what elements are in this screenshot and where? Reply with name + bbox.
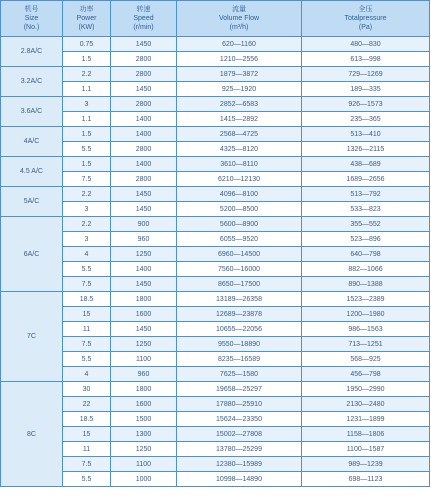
volume-flow-cell: 10998—14890 (177, 472, 302, 487)
total-pressure-cell: 1523—2389 (302, 292, 430, 307)
table-row (1, 37, 430, 52)
volume-flow-cell: 620—1160 (177, 37, 302, 52)
table-row (1, 442, 430, 457)
volume-flow-cell: 2852—6583 (177, 97, 302, 112)
table-row (1, 202, 430, 217)
table-body (1, 37, 430, 487)
volume-flow-cell: 925—1920 (177, 82, 302, 97)
volume-flow-cell: 1415—2892 (177, 112, 302, 127)
total-pressure-cell: 926—1573 (302, 97, 430, 112)
table-row (1, 307, 430, 322)
total-pressure-cell: 2130—2480 (302, 397, 430, 412)
volume-flow-cell: 13189—26358 (177, 292, 302, 307)
speed-cell: 1450 (111, 187, 177, 202)
header-speed-line: Speed (133, 15, 154, 22)
speed-cell: 1000 (111, 472, 177, 487)
power-cell: 1.5 (63, 157, 111, 172)
volume-flow-cell: 8650—17500 (177, 277, 302, 292)
volume-flow-cell: 8235—16589 (177, 352, 302, 367)
power-cell: 11 (63, 442, 111, 457)
volume-flow-cell: 4325—8120 (177, 142, 302, 157)
header-speed-line: 转速 (136, 6, 151, 13)
speed-cell: 2800 (111, 97, 177, 112)
header-total-pressure-line: 全压 (358, 6, 373, 13)
table-row (1, 142, 430, 157)
size-cell: 5A/C (1, 187, 63, 217)
volume-flow-cell: 6960—14500 (177, 247, 302, 262)
header-power-line: (KW) (78, 24, 95, 31)
total-pressure-cell: 523—896 (302, 232, 430, 247)
table-row (1, 262, 430, 277)
power-cell: 11 (63, 322, 111, 337)
power-cell: 18.5 (63, 412, 111, 427)
table-row (1, 457, 430, 472)
volume-flow-cell: 4096—8100 (177, 187, 302, 202)
speed-cell: 1600 (111, 397, 177, 412)
table-row (1, 412, 430, 427)
total-pressure-cell: 568—925 (302, 352, 430, 367)
header-total-pressure-line: (Pa) (358, 24, 373, 31)
speed-cell: 1400 (111, 157, 177, 172)
volume-flow-cell: 9550—18890 (177, 337, 302, 352)
speed-cell: 1450 (111, 322, 177, 337)
table-row (1, 322, 430, 337)
speed-cell: 1400 (111, 262, 177, 277)
header-size-line: (No.) (23, 24, 40, 31)
total-pressure-cell: 729—1269 (302, 67, 430, 82)
total-pressure-cell: 1231—1899 (302, 412, 430, 427)
volume-flow-cell: 2568—4725 (177, 127, 302, 142)
power-cell: 18.5 (63, 292, 111, 307)
power-cell: 5.5 (63, 472, 111, 487)
volume-flow-cell: 1210—2556 (177, 52, 302, 67)
table-row (1, 277, 430, 292)
header-size (1, 1, 63, 37)
total-pressure-cell: 698—1123 (302, 472, 430, 487)
header-power-line: Power (76, 15, 97, 22)
table-row (1, 127, 430, 142)
total-pressure-cell: 1950—2990 (302, 382, 430, 397)
header-volume-flow (177, 1, 302, 37)
speed-cell: 2800 (111, 67, 177, 82)
speed-cell: 1500 (111, 412, 177, 427)
power-cell: 1.5 (63, 127, 111, 142)
table-row (1, 172, 430, 187)
speed-cell: 1250 (111, 337, 177, 352)
speed-cell: 1450 (111, 277, 177, 292)
power-cell: 0.75 (63, 37, 111, 52)
speed-cell: 900 (111, 217, 177, 232)
speed-cell: 1450 (111, 82, 177, 97)
table-row (1, 187, 430, 202)
volume-flow-cell: 15624—23350 (177, 412, 302, 427)
table-row (1, 217, 430, 232)
volume-flow-cell: 17880—25910 (177, 397, 302, 412)
volume-flow-cell: 7625—1580 (177, 367, 302, 382)
table-row (1, 247, 430, 262)
volume-flow-cell: 15002—27808 (177, 427, 302, 442)
total-pressure-cell: 882—1066 (302, 262, 430, 277)
total-pressure-cell: 1100—1587 (302, 442, 430, 457)
power-cell: 4 (63, 247, 111, 262)
speed-cell: 1400 (111, 112, 177, 127)
volume-flow-cell: 5200—8500 (177, 202, 302, 217)
power-cell: 7.5 (63, 277, 111, 292)
speed-cell: 1100 (111, 457, 177, 472)
total-pressure-cell: 640—798 (302, 247, 430, 262)
total-pressure-cell: 480—830 (302, 37, 430, 52)
table-row (1, 157, 430, 172)
volume-flow-cell: 10655—22056 (177, 322, 302, 337)
header-total-pressure-line: Totalpressure (344, 15, 387, 22)
size-cell: 7C (1, 292, 63, 382)
volume-flow-cell: 13780—25299 (177, 442, 302, 457)
table-row (1, 67, 430, 82)
table-row (1, 52, 430, 67)
header-speed (111, 1, 177, 37)
header-speed-line: (r/min) (133, 24, 154, 31)
total-pressure-cell: 1200—1980 (302, 307, 430, 322)
power-cell: 1.1 (63, 82, 111, 97)
power-cell: 3 (63, 202, 111, 217)
speed-cell: 1450 (111, 202, 177, 217)
power-cell: 7.5 (63, 457, 111, 472)
total-pressure-cell: 513—792 (302, 187, 430, 202)
power-cell: 3 (63, 97, 111, 112)
power-cell: 2.2 (63, 67, 111, 82)
total-pressure-cell: 1158—1806 (302, 427, 430, 442)
power-cell: 22 (63, 397, 111, 412)
table-row (1, 352, 430, 367)
power-cell: 4 (63, 367, 111, 382)
size-cell: 3.2A/C (1, 67, 63, 97)
table-row (1, 292, 430, 307)
speed-cell: 2800 (111, 172, 177, 187)
header-row (1, 1, 430, 37)
total-pressure-cell: 533—823 (302, 202, 430, 217)
power-cell: 15 (63, 427, 111, 442)
total-pressure-cell: 235—365 (302, 112, 430, 127)
volume-flow-cell: 5600—8900 (177, 217, 302, 232)
speed-cell: 1400 (111, 127, 177, 142)
total-pressure-cell: 986—1563 (302, 322, 430, 337)
speed-cell: 1250 (111, 247, 177, 262)
speed-cell: 1450 (111, 37, 177, 52)
header-size-line: 机号 (24, 6, 39, 13)
size-cell: 4A/C (1, 127, 63, 157)
table-row (1, 337, 430, 352)
volume-flow-cell: 3610—8110 (177, 157, 302, 172)
speed-cell: 2800 (111, 142, 177, 157)
power-cell: 2.2 (63, 187, 111, 202)
speed-cell: 960 (111, 367, 177, 382)
table-row (1, 82, 430, 97)
power-cell: 3 (63, 232, 111, 247)
total-pressure-cell: 890—1388 (302, 277, 430, 292)
power-cell: 2.2 (63, 217, 111, 232)
speed-cell: 1600 (111, 307, 177, 322)
total-pressure-cell: 189—335 (302, 82, 430, 97)
header-volume-flow-line: Volume Flow (218, 15, 260, 22)
speed-cell: 1800 (111, 382, 177, 397)
table-row (1, 472, 430, 487)
speed-cell: 1250 (111, 442, 177, 457)
power-cell: 5.5 (63, 262, 111, 277)
table-row (1, 97, 430, 112)
size-cell: 2.8A/C (1, 37, 63, 67)
volume-flow-cell: 12380—15989 (177, 457, 302, 472)
total-pressure-cell: 456—798 (302, 367, 430, 382)
header-total-pressure (302, 1, 430, 37)
table-row (1, 112, 430, 127)
speed-cell: 1300 (111, 427, 177, 442)
total-pressure-cell: 513—410 (302, 127, 430, 142)
power-cell: 30 (63, 382, 111, 397)
total-pressure-cell: 989—1239 (302, 457, 430, 472)
table-row (1, 367, 430, 382)
total-pressure-cell: 1326—2115 (302, 142, 430, 157)
header-volume-flow-line: (m³/h) (229, 24, 249, 31)
volume-flow-cell: 12689—23878 (177, 307, 302, 322)
power-cell: 7.5 (63, 337, 111, 352)
total-pressure-cell: 1689—2656 (302, 172, 430, 187)
size-cell: 3.6A/C (1, 97, 63, 127)
speed-cell: 960 (111, 232, 177, 247)
volume-flow-cell: 19658—25297 (177, 382, 302, 397)
total-pressure-cell: 355—552 (302, 217, 430, 232)
total-pressure-cell: 713—1251 (302, 337, 430, 352)
volume-flow-cell: 1879—3872 (177, 67, 302, 82)
power-cell: 7.5 (63, 172, 111, 187)
total-pressure-cell: 438—689 (302, 157, 430, 172)
speed-cell: 2800 (111, 52, 177, 67)
header-power (63, 1, 111, 37)
table-row (1, 232, 430, 247)
volume-flow-cell: 6055—9520 (177, 232, 302, 247)
power-cell: 5.5 (63, 142, 111, 157)
table-row (1, 397, 430, 412)
header-size-line: Size (24, 15, 39, 22)
size-cell: 6A/C (1, 217, 63, 292)
power-cell: 5.5 (63, 352, 111, 367)
speed-cell: 1100 (111, 352, 177, 367)
volume-flow-cell: 6210—12130 (177, 172, 302, 187)
header-volume-flow-line: 流量 (232, 6, 246, 13)
power-cell: 1.1 (63, 112, 111, 127)
size-cell: 8C (1, 382, 63, 487)
volume-flow-cell: 7560—16000 (177, 262, 302, 277)
power-cell: 15 (63, 307, 111, 322)
table-row (1, 382, 430, 397)
total-pressure-cell: 613—998 (302, 52, 430, 67)
header-power-line: 功率 (79, 6, 94, 13)
power-cell: 1.5 (63, 52, 111, 67)
speed-cell: 1800 (111, 292, 177, 307)
size-cell: 4.5 A/C (1, 157, 63, 187)
table-row (1, 427, 430, 442)
